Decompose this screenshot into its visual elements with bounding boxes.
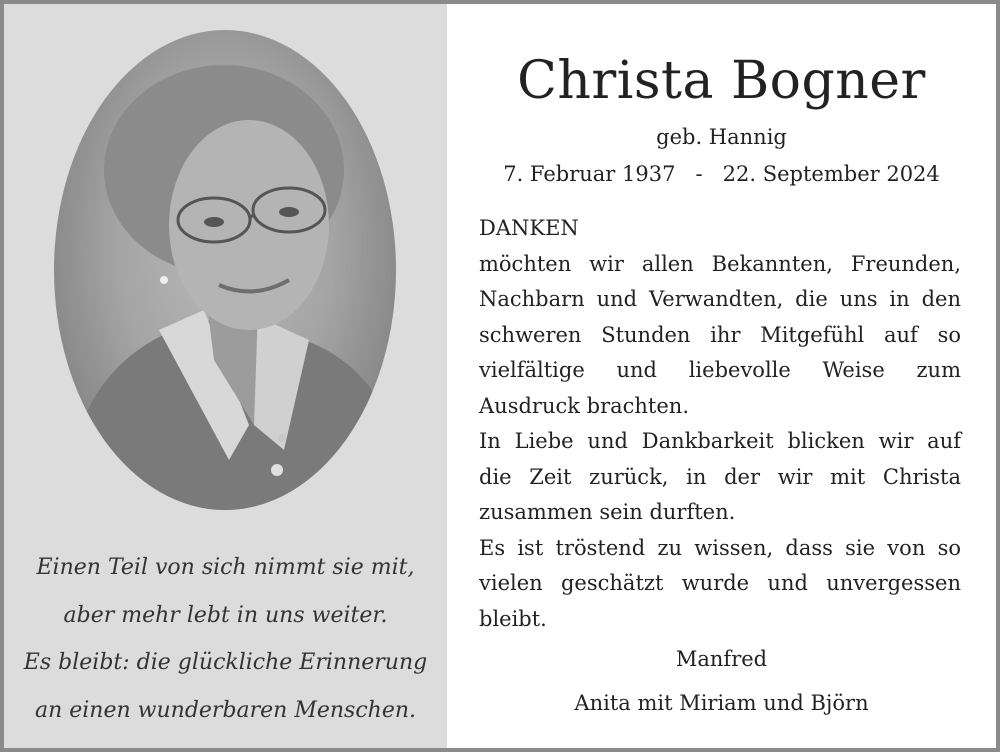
message-line: vielfältige und liebevolle Weise zum — [479, 358, 961, 382]
message-line: zusammen sein durften. — [479, 500, 736, 524]
quote-line: aber mehr lebt in uns weiter. — [63, 602, 388, 628]
signature-line: Anita mit Miriam und Björn — [574, 691, 869, 715]
date-separator: - — [695, 162, 703, 186]
message-line: die Zeit zurück, in der wir mit Christa — [479, 464, 961, 489]
message-line: Nachbarn und Verwandten, die uns in den — [479, 287, 961, 311]
thank-you-message — [479, 211, 961, 637]
message-line: vielen geschätzt wurde und unvergessen — [479, 571, 961, 595]
portrait-photo — [54, 30, 396, 510]
message-line: bleibt. — [479, 606, 547, 631]
obituary-card — [4, 4, 996, 748]
message-line: Ausdruck brachten. — [479, 393, 689, 418]
left-panel — [4, 4, 447, 748]
message-line: schweren Stunden ihr Mitgefühl auf so — [479, 322, 961, 347]
quote-line: an einen wunderbaren Menschen. — [34, 697, 417, 723]
quote-line: Es bleibt: die glückliche Erinnerung — [23, 650, 428, 675]
portrait-illustration — [54, 30, 396, 510]
message-line: Es ist tröstend zu wissen, dass sie von so — [479, 535, 961, 560]
message-line: In Liebe und Dankbarkeit blicken wir auf — [479, 429, 961, 453]
message-heading: DANKEN — [479, 216, 579, 240]
memorial-quote — [4, 544, 447, 734]
signature-line: Manfred — [675, 647, 768, 671]
date-of-birth: 7. Februar 1937 — [503, 162, 676, 186]
deceased-name: Christa Bogner — [517, 51, 926, 111]
maiden-name: geb. Hannig — [656, 125, 787, 149]
message-line: möchten wir allen Bekannten, Freunden, — [479, 251, 961, 276]
date-of-death: 22. September 2024 — [722, 162, 940, 186]
right-panel — [447, 4, 996, 748]
quote-line: Einen Teil von sich nimmt sie mit, — [36, 555, 415, 580]
life-dates — [447, 157, 996, 191]
